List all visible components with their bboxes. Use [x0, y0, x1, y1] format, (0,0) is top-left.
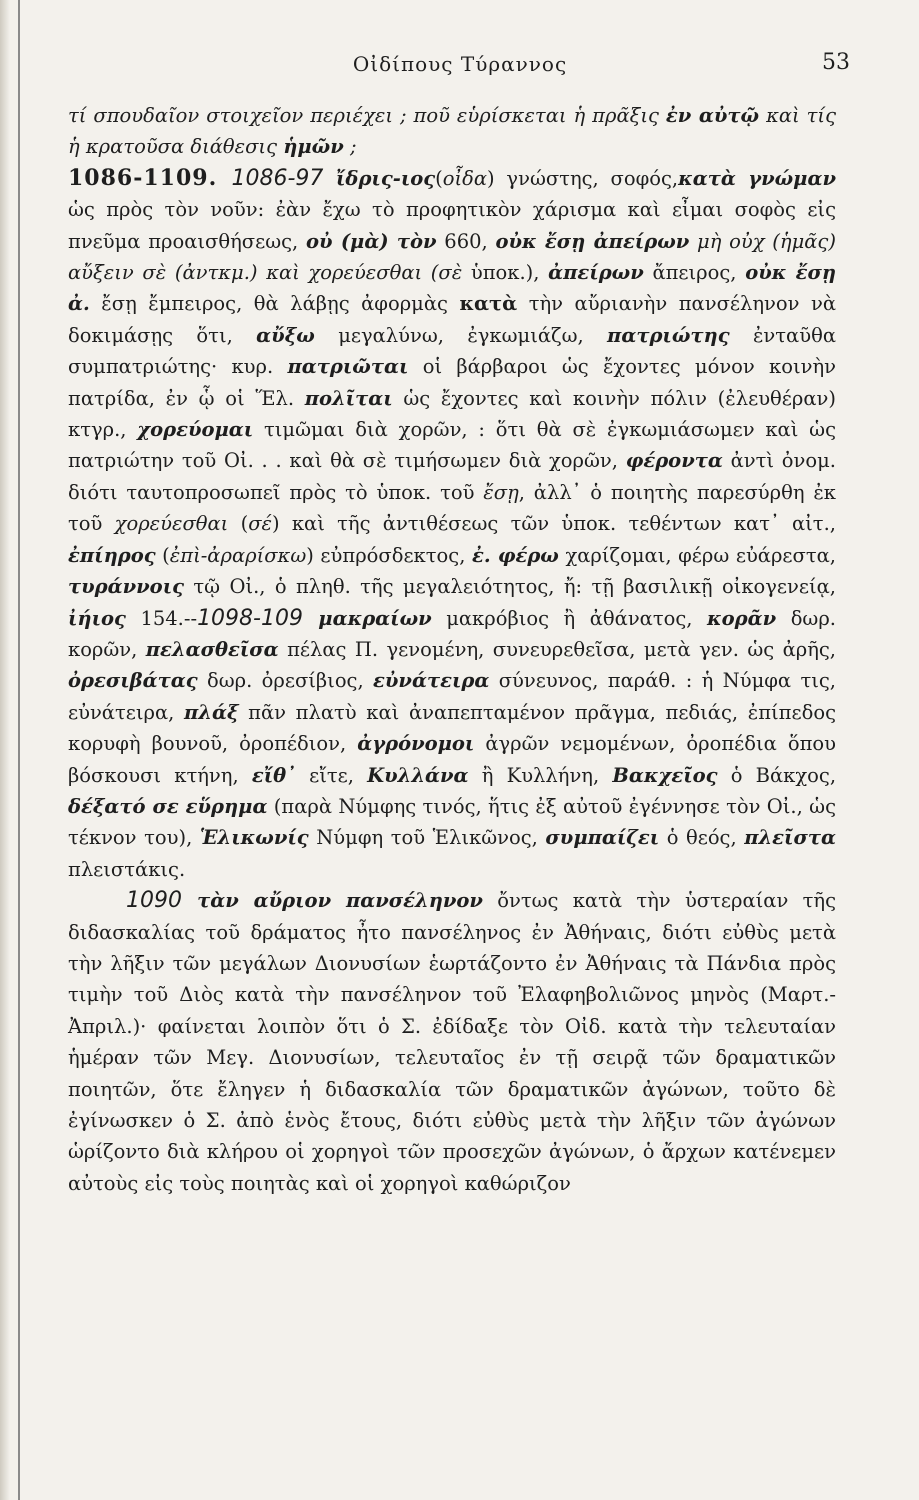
lemma-term: πατριῶται [287, 355, 409, 379]
text-run: πλειστάκις. [68, 857, 186, 881]
text-run: ( [228, 512, 249, 536]
text-run: ὁ θεός, [659, 826, 745, 850]
lemma-term: δέξατό σε εὕρημα [68, 794, 268, 818]
text-run: τί σπουδαῖον στοιχεῖον περιέχει ; ποῦ εὑρίσκεται ἡ πρᾶξις [68, 104, 666, 127]
text-run: τῷ Οἰ., ὁ πληθ. τῆς μεγαλειότητος, ἤ: τῇ βασιλικῇ οἰκογενείᾳ, [184, 575, 836, 599]
text-run: ὡς πρὸς τὸν νοῦν: ἐὰν ἔχω τὸ προφητικὸν χάρισμα καὶ εἶμαι σοφὸς εἰς πνεῦμα προαισθήσεως, [68, 198, 836, 253]
lemma-term: ἐ. φέρω [472, 543, 559, 567]
lemma-term: ἀπείρων [548, 261, 644, 285]
lemma-term: ἰήιος [68, 606, 126, 630]
text-run: (παρὰ Νύμφης τινός, ἥτις ἐξ αὐτοῦ ἐγέννησε τὸν Οἰ., ὡς τέκνον του), [68, 794, 836, 850]
lemma-term: τὰν αὔριον πανσέληνον [197, 889, 483, 913]
lemma-term: ἐπίηρος [68, 543, 156, 567]
lemma-term: εὐνάτειρα [373, 669, 490, 693]
lemma-term: Κυλλάνα [367, 763, 469, 787]
text-run: ὁ Βάκχος, [717, 763, 837, 787]
text-run: καὶ τίς ἡ κρατοῦσα διάθεσις [68, 104, 837, 159]
text-run: Νύμφη τοῦ Ἑλικῶνος, [308, 826, 546, 850]
text-run: ὡς ἔχοντες καὶ κοινὴν πόλιν (ἐλευθέραν) κτγρ., [68, 386, 836, 442]
text-run: ἢ Κυλλήνη, [468, 763, 613, 787]
text-run: οἶδα [442, 166, 488, 190]
text-run: χορεύεσθαι [114, 512, 229, 536]
paragraph-commentary-1086-1109 [68, 163, 836, 885]
text-run: ) εὐπρόσδεκτος, [306, 543, 472, 567]
lemma-term: κατὰ [459, 292, 518, 316]
page-header [70, 48, 850, 82]
text-run: δωρ. κορῶν, [68, 606, 836, 661]
text-run: σύνευνος, παράθ. : ἡ Νύμφα τις, εὐνάτειρα, [68, 669, 836, 724]
lemma-term: οὐκ ἔσῃ ἀπείρων [495, 229, 690, 253]
text-run: μεγαλύνω, ἐγκωμιάζω, [314, 323, 608, 347]
text-run: 154.-- [125, 606, 198, 630]
text-run: ἐνταῦθα συμπατριώτης· κυρ. [68, 323, 836, 379]
lemma-term: Βακχεῖος [612, 763, 718, 787]
lemma-term: οὐκ ἔσῃ ἀ. [68, 261, 837, 316]
line-reference: 1098-109 [197, 605, 319, 631]
lemma-term: εἴθ᾽ [251, 763, 296, 787]
text-run: ( [435, 166, 443, 190]
lemma-term: πολῖται [304, 386, 393, 410]
body-text [68, 100, 836, 1199]
text-run: ἐπὶ-ἀραρίσκω [169, 543, 307, 567]
text-run: ἄπειρος, [643, 261, 746, 285]
text-run: ) καὶ τῆς ἀντιθέσεως τῶν ὑποκ. τεθέντων κατ᾽ αἰτ., [271, 512, 836, 536]
text-run: πέλας Π. γενομένη, συνευρεθεῖσα, μετὰ γεν. ὡς ἀρῆς, [278, 637, 837, 661]
text-run: ) γνώστης, σοφός, [487, 166, 679, 190]
lemma-term: πλεῖστα [744, 826, 836, 850]
lemma-term: πλάξ [184, 700, 239, 724]
line-reference: 1086-1109. [68, 164, 232, 191]
lemma-term: κατὰ γνώμαν [678, 166, 836, 190]
page-number: 53 [822, 50, 850, 75]
lemma-term: ὀρεσιβάτας [68, 669, 198, 693]
text-run: ( [155, 543, 170, 567]
text-run: ὑποκ.), [470, 261, 549, 285]
text-run: δωρ. ὀρεσίβιος, [197, 669, 374, 693]
text-run: σέ [248, 512, 272, 536]
lemma-term: κορᾶν [707, 606, 777, 630]
binding-edge-line [18, 0, 20, 1500]
text-run: 660, [436, 229, 496, 253]
text-run: ἔσῃ [483, 480, 519, 504]
lemma-term: ἐν αὐτῷ [665, 104, 760, 127]
text-run: τιμῶμαι διὰ χορῶν, : ὅτι θὰ σὲ ἐγκωμιάσωμεν καὶ ὡς πατριώτην τοῦ Οἰ. . . καὶ θὰ σὲ τιμήσωμεν διὰ χορῶν, [68, 418, 836, 473]
text-run: μὴ οὐχ (ἡμᾶς) αὔξειν σὲ (ἀντκμ.) καὶ χορεύεσθαι (σὲ [68, 229, 836, 285]
lemma-term: τυράννοις [68, 575, 185, 599]
binding-shadow [0, 0, 10, 1500]
paragraph-intro [68, 100, 836, 163]
lemma-term: μακραίων [318, 606, 432, 630]
lemma-term: οὐ (μὰ) τὸν [305, 229, 437, 253]
text-run: , ἀλλ᾽ ὁ ποιητὴς παρεσύρθη ἐκ τοῦ [68, 480, 836, 536]
text-run: χαρίζομαι, φέρω εὐάρεστα, [558, 543, 836, 567]
paragraph-commentary-1090 [68, 885, 836, 1199]
lemma-term: πατριώτης [607, 323, 730, 347]
lemma-term: ἴδρις-ιος [336, 166, 436, 190]
lemma-term: ἀγρόνομοι [357, 732, 475, 756]
lemma-term: χορεύομαι [137, 418, 254, 442]
text-run: πᾶν πλατὺ καὶ ἀναπεπταμένον πρᾶγμα, πεδιάς, ἐπίπεδος κορυφὴ βουνοῦ, ὀροπέδιον, [68, 700, 836, 756]
text-run: ἀντὶ ὀνομ. διότι ταυτοπροσωπεῖ πρὸς τὸ ὑποκ. τοῦ [68, 449, 837, 504]
line-reference: 1086-97 [231, 165, 336, 191]
text-run: εἴτε, [295, 763, 368, 787]
lemma-term: αὔξω [256, 323, 315, 347]
lemma-term: Ἑλικωνίς [199, 826, 309, 850]
lemma-term: συμπαίζει [545, 826, 660, 850]
lemma-term: φέροντα [625, 449, 723, 473]
text-run: οἱ βάρβαροι ὡς ἔχοντες μόνον κοινὴν πατρίδα, ἐν ᾧ οἱ Ἕλ. [68, 355, 837, 410]
text-run: ὄντως κατὰ τὴν ὑστεραίαν τῆς διδασκαλίας τοῦ δράματος ἦτο πανσέληνος ἐν Ἀθήναις, διότι εὐθὺς μετὰ τὴν λῆξιν τῶν μεγάλων Διονυσίων ἑωρτάζοντο ἐν Ἀθήναις τὰ Πάνδια πρὸς τιμὴν τοῦ Διὸς κατὰ τὴν πανσέληνον τοῦ Ἐλαφηβολιῶνος μηνὸς (Μαρτ.-Ἀπριλ.)· φαίνεται λοιπὸν ὅτι ὁ Σ. ἐδίδαξε τὸν Οἰδ. κατὰ τὴν τελευταίαν ἡμέραν τῶν Μεγ. Διονυσίων, τελευταῖος ἐν τῇ σειρᾷ τῶν δραματικῶν ποιητῶν, ὅτε ἔληγεν ἡ διδασκαλία τῶν δραματικῶν ἀγώνων, τοῦτο δὲ ἐγίνωσκεν ὁ Σ. ἀπὸ ἑνὸς ἔτους, διότι εὐθὺς μετὰ τὴν λῆξιν τῶν ἀγώνων ὡρίζοντο διὰ κλήρου οἱ χορηγοὶ τῶν προσεχῶν ἀγώνων, ὁ ἄρχων κατένεμεν αὐτοὺς εἰς τοὺς ποιητὰς καὶ οἱ χορηγοὶ καθώριζον [68, 889, 836, 1195]
text-run: μακρόβιος ἢ ἀθάνατος, [431, 606, 708, 630]
line-reference: 1090 [126, 888, 198, 914]
text-run: ; [343, 135, 357, 159]
lemma-term: ἡμῶν [283, 135, 344, 159]
running-title: Οἰδίπους Τύραννος [352, 52, 568, 76]
text-run: ἀγρῶν νεμομένων, ὀροπέδια ὅπου βόσκουσι κτήνη, [68, 732, 836, 787]
text-run: τὴν αὔριανὴν πανσέληνον νὰ δοκιμάσῃς ὅτι, [68, 292, 836, 347]
lemma-term: πελασθεῖσα [145, 637, 279, 661]
text-run: ἔσῃ ἔμπειρος, θὰ λάβῃς ἀφορμὰς [89, 292, 460, 316]
